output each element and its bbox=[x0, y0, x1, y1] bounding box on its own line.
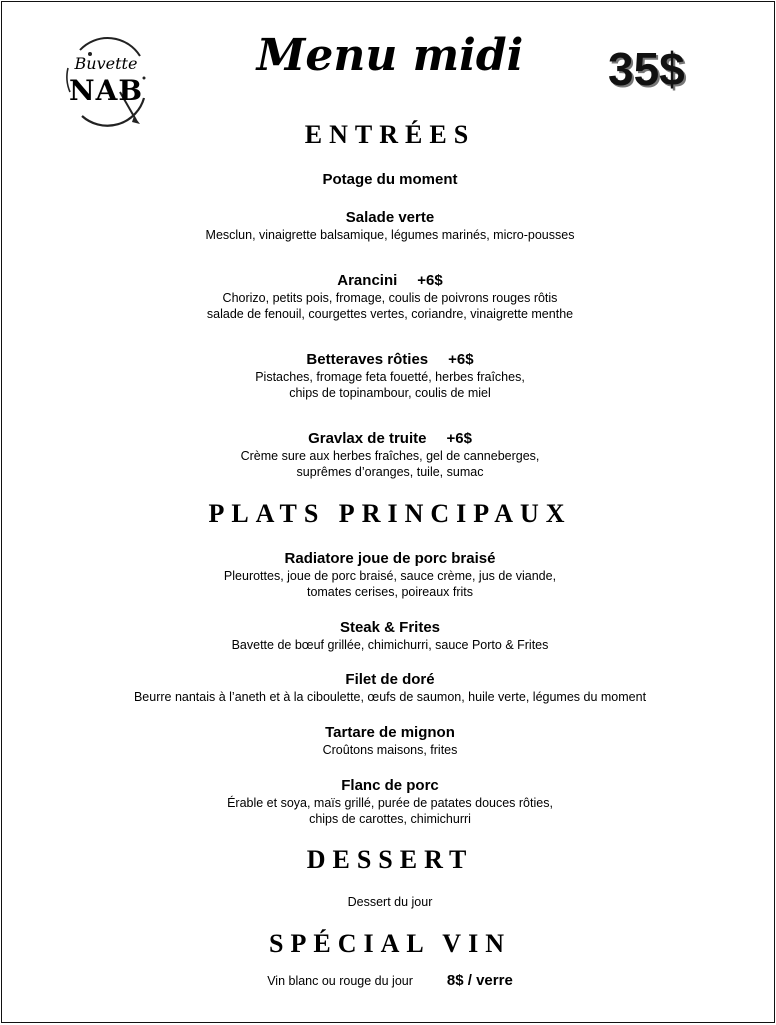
item-description: Mesclun, vinaigrette balsamique, légumes marinés, micro-pousses bbox=[205, 228, 575, 242]
menu-item bbox=[2, 671, 776, 705]
section-title-plats: PLATS PRINCIPAUX bbox=[208, 499, 572, 528]
item-name: Flanc de porc bbox=[341, 777, 439, 794]
item-price: +6$ bbox=[448, 351, 474, 368]
section-title-vin: SPÉCIAL VIN bbox=[269, 929, 511, 958]
menu-item bbox=[2, 272, 776, 322]
section-title-dessert: DESSERT bbox=[306, 845, 474, 874]
menu-item bbox=[2, 171, 776, 189]
item-description: Beurre nantais à l’aneth et à la ciboulette, œufs de saumon, huile verte, légumes du moment bbox=[133, 690, 647, 704]
item-name: Filet de doré bbox=[345, 671, 435, 688]
menu-item bbox=[2, 351, 776, 401]
item-description: Crème sure aux herbes fraîches, gel de canneberges, bbox=[240, 449, 540, 463]
menu-title: Menu midi bbox=[256, 30, 524, 81]
item-name: Arancini bbox=[337, 272, 398, 289]
item-description: chips de topinambour, coulis de miel bbox=[289, 386, 491, 400]
item-description: Chorizo, petits pois, fromage, coulis de poivrons rouges rôtis bbox=[222, 291, 558, 305]
dessert-item bbox=[2, 894, 776, 910]
item-name: Potage du moment bbox=[322, 171, 458, 188]
item-description: chips de carottes, chimichurri bbox=[309, 812, 471, 826]
menu-item bbox=[2, 209, 776, 243]
menu-item bbox=[2, 430, 776, 480]
item-name: Tartare de mignon bbox=[325, 724, 455, 741]
item-description: salade de fenouil, courgettes vertes, coriandre, vinaigrette menthe bbox=[206, 307, 574, 321]
logo-text-nab: NAB bbox=[69, 74, 143, 107]
item-description: Pistaches, fromage feta fouetté, herbes fraîches, bbox=[255, 370, 525, 384]
item-name: Salade verte bbox=[345, 209, 435, 226]
item-name: Steak & Frites bbox=[339, 619, 441, 636]
wine-text: Vin blanc ou rouge du jour bbox=[267, 974, 413, 988]
item-description: suprêmes d’oranges, tuile, sumac bbox=[296, 465, 484, 479]
item-description: tomates cerises, poireaux frits bbox=[306, 585, 474, 599]
menu-price: 35$ bbox=[608, 43, 685, 95]
item-name: Gravlax de truite bbox=[308, 430, 427, 447]
item-name: Betteraves rôties bbox=[306, 351, 429, 368]
menu-item bbox=[2, 724, 776, 758]
wine-special bbox=[2, 972, 776, 990]
item-price: +6$ bbox=[417, 272, 443, 289]
menu-item bbox=[2, 777, 776, 827]
menu-item bbox=[2, 619, 776, 653]
item-description: Érable et soya, maïs grillé, purée de patates douces rôties, bbox=[227, 796, 553, 810]
item-description: Pleurottes, joue de porc braisé, sauce crème, jus de viande, bbox=[223, 569, 557, 583]
logo-text-buvette: Buvette bbox=[74, 54, 138, 73]
item-description: Bavette de bœuf grillée, chimichurri, sauce Porto & Frites bbox=[231, 638, 549, 652]
dessert-text: Dessert du jour bbox=[347, 895, 433, 909]
item-price: +6$ bbox=[446, 430, 472, 447]
wine-price: 8$ / verre bbox=[446, 972, 513, 989]
item-description: Croûtons maisons, frites bbox=[322, 743, 458, 757]
section-title-entrees: ENTRÉES bbox=[304, 120, 476, 149]
menu-page bbox=[1, 1, 775, 1023]
menu-item bbox=[2, 550, 776, 600]
item-name: Radiatore joue de porc braisé bbox=[284, 550, 496, 567]
